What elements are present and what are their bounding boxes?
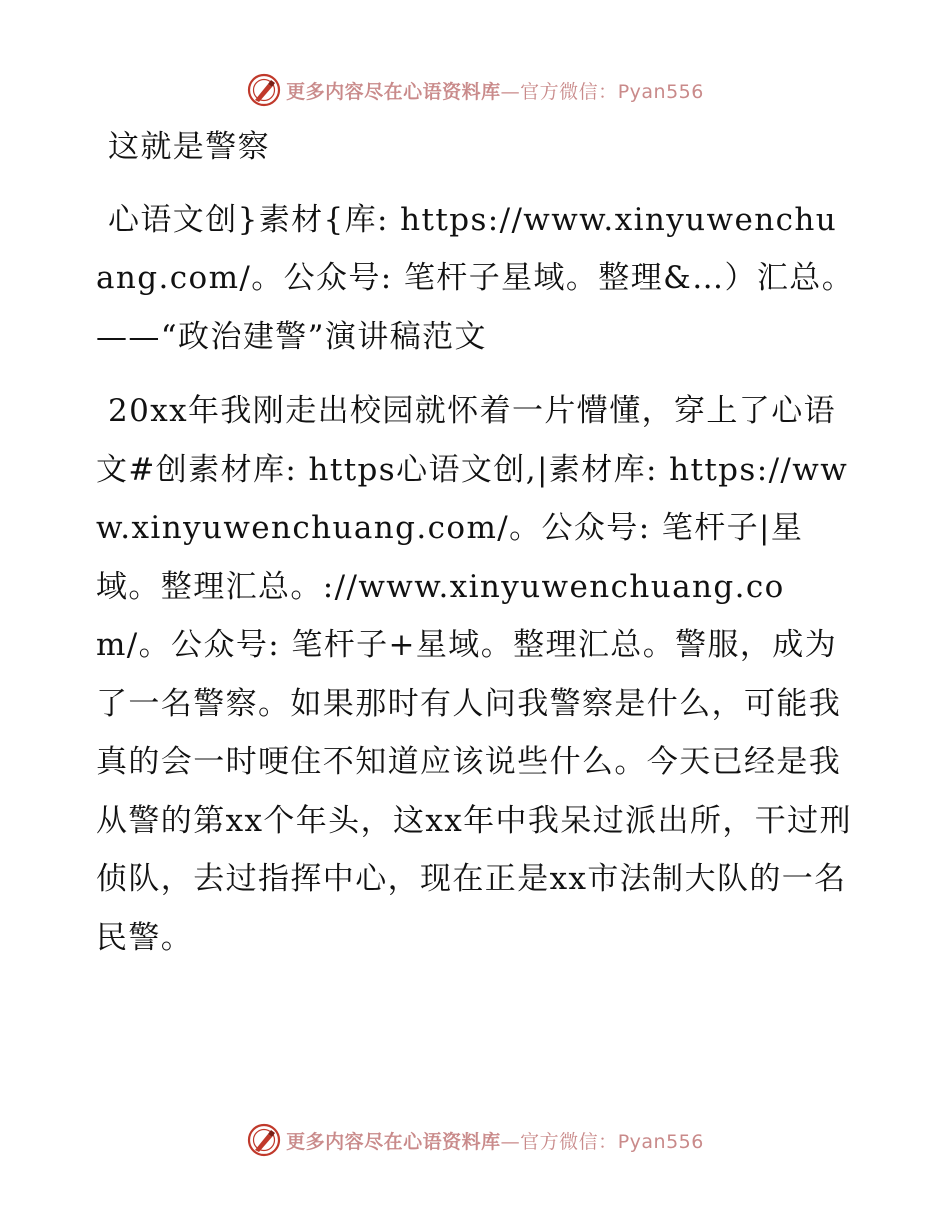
paragraph: 20xx年我刚走出校园就怀着一片懵懂，穿上了心语文#创素材库: https心语文创,|素材库: https://www.xinyuwenchuang.com/。公众号: 笔杆子|星域。整理汇总。://www.xinyuwenchuang.com/。公众号: 笔杆子+星域。整理汇总。警服，成为了一名警察。如果那时有人问我警察是什么，可能我真的会一时哽住不知道应该说些什么。今天已经是我从警的第xx个年头，这xx年中我呆过派出所，干过刑侦队，去过指挥中心，现在正是xx市法制大队的一名民警。 <box>96 393 852 956</box>
paragraph: 心语文创}素材{库: https://www.xinyuwenchuang.com/。公众号: 笔杆子星域。整理&…）汇总。——“政治建警”演讲稿范文 <box>96 201 855 355</box>
watermark-text: 更多内容尽在心语资料库—官方微信：Pyan556 <box>286 1130 704 1153</box>
pen-logo-icon <box>246 72 282 108</box>
page-title: 这就是警察 <box>108 129 270 165</box>
watermark-footer <box>0 1120 950 1160</box>
watermark-header <box>0 70 950 110</box>
watermark-text: 更多内容尽在心语资料库—官方微信：Pyan556 <box>286 80 704 103</box>
pen-logo-icon <box>246 1122 282 1158</box>
document-body <box>96 118 856 983</box>
